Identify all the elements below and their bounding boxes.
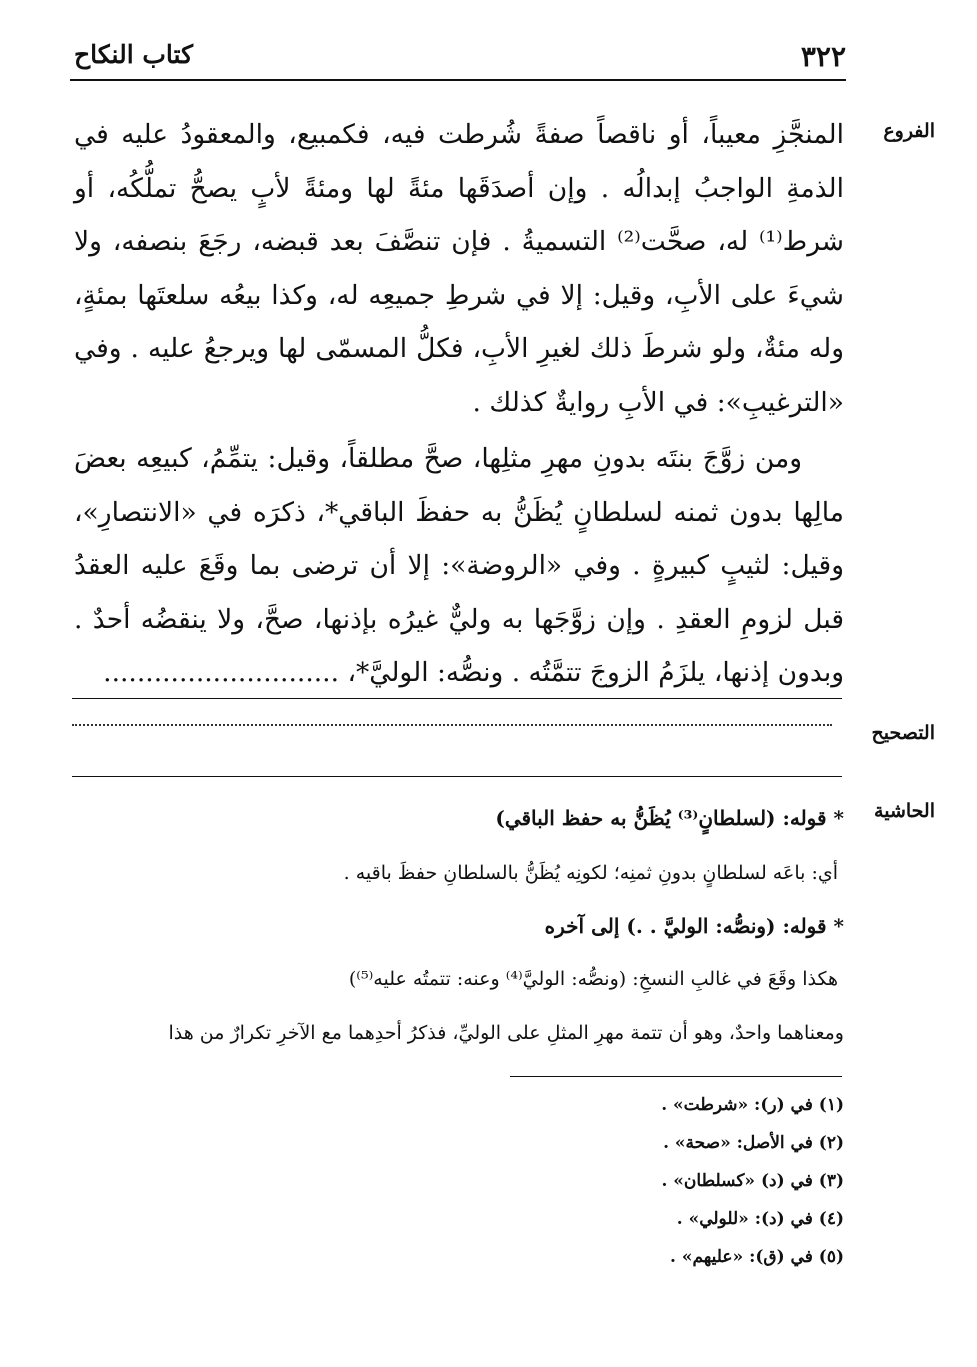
note-1-body: أي: باعَه لسلطانٍ بدونِ ثمنِه؛ لكونِه يُظَنُّ بالسلطانِ حفظَ باقيه . [343,862,838,884]
main-paragraph-2-text: ومن زوَّجَ بنتَه بدونِ مهرِ مثلِها، صحَّ مطلقاً، وقيل: يتمِّمُ، كبيعِه بعضَ مالِها بدون ثمنه لسلطانٍ يُظَنُّ به حفظَ الباقي*، ذكرَه في «الانتصارِ»، وقيل: لثيبٍ كبيرةٍ . وفي «الروضة»: إلا أن ترضى بما وقَعَ عليه العقدُ قبل لزومِ العقدِ . وإن زوَّجَها به وليٌّ غيرُه بإذنها، صحَّ، ولا ينقضُه أحدٌ . وبدون إذنها، يلزَمُ الزوجَ تتمَّتُه . ونصُّه: الوليَّ*، [74,443,844,688]
note-1-heading: * قوله: (لسلطانٍ⁽³⁾ يُظَنُّ به حفظ الباقي) [495,806,844,830]
main-text [74,108,844,700]
footnote-2: (٢) في الأصل: «صحة» . [663,1133,844,1153]
page-number: ٣٢٢ [800,40,846,73]
tashih-label: التصحيح [871,722,935,744]
tashih-dotted-line [72,724,832,726]
section-divider-top [72,698,842,699]
note-2-heading: * قوله: (ونصُّه: الوليَّ . .) إلى آخره [544,914,844,938]
footnote-1: (١) في (ر): «شرطت» . [661,1095,844,1115]
section-divider-bottom [72,776,842,777]
note-2-body-line-2: ومعناهما واحدٌ، وهو أن تتمة مهرِ المثلِ على الوليِّ، فذكرُ أحدِهما مع الآخرِ تكرارٌ من هذا [168,1022,844,1044]
note-2-body-line-1: هكذا وقَعَ في غالبِ النسخِ: (ونصُّه: الوليَّ⁽⁴⁾ وعنه: تتمتُه عليه⁽⁵⁾) [348,968,838,990]
footnote-rule [510,1076,842,1077]
book-title: كتاب النكاح [74,40,193,69]
footnote-3: (٣) في (د) «كسلطان» . [661,1171,844,1191]
main-paragraph-1: المنجَّزِ معيباً، أو ناقصاً صفةً شُرطت فيه، فكمبيع، والمعقودُ عليه في الذمةِ الواجبُ إبدالُه . وإن أصدَقَها مئةً لها ومئةً لأبٍ يصحُّ تملُّكُه، أو شرط⁽¹⁾ له، صحَّت⁽²⁾ التسميةُ . فإن تنصَّفَ بعد قبضه، رجَعَ بنصفه، ولا شيءَ على الأبِ، وقيل: إلا في شرطِ جميعِه له، وكذا بيعُه سلعتَها بمئةٍ، وله مئةٌ، ولو شرطَ ذلك لغيرِ الأبِ، فكلُّ المسمّى لها ويرجعُ عليه . وفي «الترغيبِ»: في الأبِ روايةٌ كذلك . [74,119,845,418]
footnote-5: (٥) في (ق): «عليهم» . [670,1247,844,1267]
continuation-dots: ............................ [103,657,340,688]
hashiya-label: الحاشية [874,800,935,822]
main-paragraph-2 [74,432,844,700]
page-header [70,36,846,76]
furu-label: الفروع [883,120,935,142]
footnote-4: (٤) في (د): «للولي» . [676,1209,844,1229]
header-rule [70,79,846,81]
